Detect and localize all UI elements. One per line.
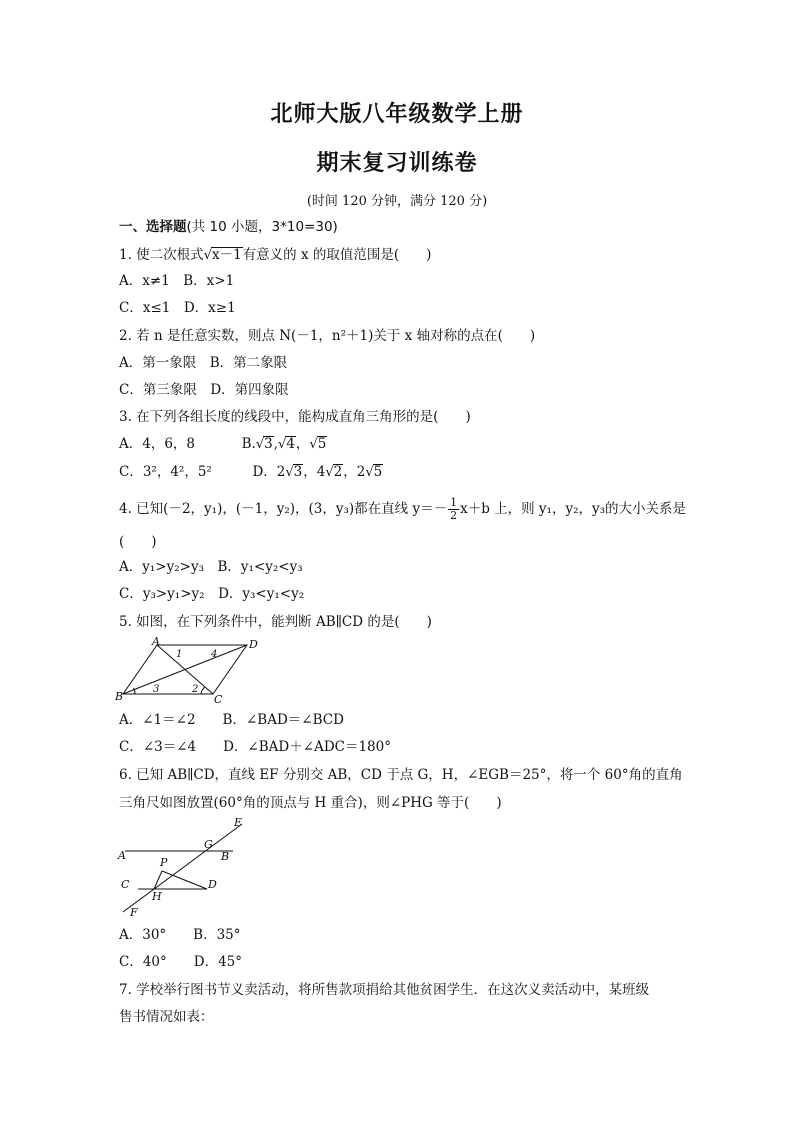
question-1-stem — [119, 246, 431, 265]
question-6-options-ab: A．30° B．35° — [119, 927, 241, 943]
label-C: C — [214, 693, 223, 704]
q3-d-mid-2: ，2 — [343, 464, 366, 480]
q3-option-c: C．3²，4²，5² — [119, 464, 212, 480]
angle-arc-2 — [201, 687, 205, 694]
triangle-side-pd — [162, 871, 207, 889]
q3-d-radicand-1: 3 — [293, 464, 303, 480]
question-3-options-ab: A．4，6，8 B.√3,√4，√5 — [119, 436, 327, 452]
question-2-stem: 2. 若 n 是任意实数，则点 N(－1，n²＋1)关于 x 轴对称的点在( ) — [119, 328, 536, 344]
label-B: B — [221, 850, 230, 863]
section-heading — [119, 218, 338, 236]
question-6-stem-line2: 三角尺如图放置(60°角的顶点与 H 重合)，则∠PHG 等于( ) — [119, 795, 502, 811]
q4-stem-post: x＋b 上，则 y₁，y₂，y₃的大小关系是 — [460, 501, 687, 517]
question-7-stem-line2: 售书情况如表： — [119, 1009, 214, 1025]
label-A: A — [152, 636, 160, 648]
radical-sign: √ — [203, 248, 212, 263]
label-G: G — [204, 838, 213, 851]
label-F: F — [130, 906, 138, 919]
parallelogram-figure — [115, 636, 265, 704]
label-D: D — [249, 638, 258, 651]
question-4-options-ab: A．y₁>y₂>y₃ B．y₁<y₂<y₃ — [119, 559, 303, 575]
line-ef — [123, 824, 242, 912]
label-C: C — [121, 878, 130, 891]
question-3-options-cd — [119, 463, 383, 482]
q4-stem-pre: 4. 已知(－2，y₁)，(－1，y₂)，(3，y₃)都在直线 y＝－ — [119, 501, 448, 517]
question-5-stem: 5. 如图，在下列条件中，能判断 AB∥CD 的是( ) — [119, 614, 432, 630]
q1-radicand: x－1 — [211, 247, 242, 263]
radical-sign: √ — [285, 465, 294, 480]
q3-b-radicand-3: 5 — [317, 436, 327, 452]
fraction-denominator: 2 — [450, 509, 458, 522]
label-4: 4 — [211, 649, 218, 660]
exam-info: (时间 120 分钟，满分 120 分) — [306, 194, 488, 209]
question-1-options-ab: A．x≠1 B．x>1 — [119, 273, 235, 289]
q3-d-radicand-3: 5 — [373, 464, 383, 480]
q3-d-radicand-2: 2 — [333, 464, 343, 480]
q3-option-b-label: B. — [241, 436, 256, 452]
q3-d-mid: ，4 — [303, 464, 326, 480]
radical-sign: √ — [309, 437, 318, 452]
question-1-options-cd: C．x≤1 D．x≥1 — [119, 300, 236, 316]
question-4-stem-cont: ( ) — [119, 534, 157, 550]
radical-sign: √ — [325, 465, 334, 480]
question-6-stem-line1: 6. 已知 AB∥CD，直线 EF 分别交 AB，CD 于点 G，H，∠EGB＝25°，将一个 60°角的直角 — [119, 767, 683, 783]
q3-b-radicand-2: 4 — [286, 436, 295, 452]
label-D: D — [208, 878, 217, 891]
question-2-options-cd: C．第三象限 D．第四象限 — [119, 382, 289, 398]
question-5-options-cd: C．∠3＝∠4 D．∠BAD＋∠ADC＝180° — [119, 739, 391, 755]
question-6-options-cd: C．40° D．45° — [119, 954, 243, 970]
q1-stem-pre: 1. 使二次根式 — [119, 247, 204, 263]
q3-b-radicand-1: 3 — [264, 436, 273, 452]
diagonal-bd — [123, 645, 247, 694]
question-5-options-ab: A．∠1＝∠2 B．∠BAD＝∠BCD — [119, 712, 344, 728]
q3-option-d-label: D．2 — [252, 464, 286, 480]
label-E: E — [234, 816, 243, 829]
fraction — [448, 497, 459, 522]
label-H: H — [152, 890, 162, 903]
q3-option-a: A．4，6，8 — [119, 436, 196, 452]
label-1: 1 — [176, 649, 183, 660]
q1-stem-post: 有意义的 x 的取值范围是( ) — [242, 247, 432, 263]
section-title: 一、选择题 — [119, 219, 187, 235]
radical-sign: √ — [278, 437, 287, 452]
parallel-lines-figure — [115, 815, 255, 921]
fraction-numerator: 1 — [450, 496, 458, 509]
question-4-options-cd: C．y₃>y₁>y₂ D．y₃<y₁<y₂ — [119, 586, 305, 602]
question-2-options-ab: A．第一象限 B．第二象限 — [119, 355, 288, 371]
label-B: B — [115, 690, 124, 703]
question-7-stem-line1: 7. 学校举行图书节义卖活动，将所售款项捐给其他贫困学生．在这次义卖活动中，某班级 — [119, 982, 650, 998]
label-2: 2 — [192, 684, 199, 695]
radical-sign: √ — [365, 465, 374, 480]
exam-subtitle: 期末复习训练卷 — [316, 151, 478, 176]
section-note: (共 10 小题，3*10=30) — [186, 219, 338, 235]
radical-sign: √ — [255, 437, 265, 452]
exam-title: 北师大版八年级数学上册 — [270, 102, 524, 127]
label-A: A — [118, 849, 126, 862]
question-3-stem: 3. 在下列各组长度的线段中，能构成直角三角形的是( ) — [119, 409, 471, 425]
label-P: P — [160, 856, 168, 869]
question-4-stem — [119, 497, 686, 522]
label-3: 3 — [153, 684, 160, 695]
